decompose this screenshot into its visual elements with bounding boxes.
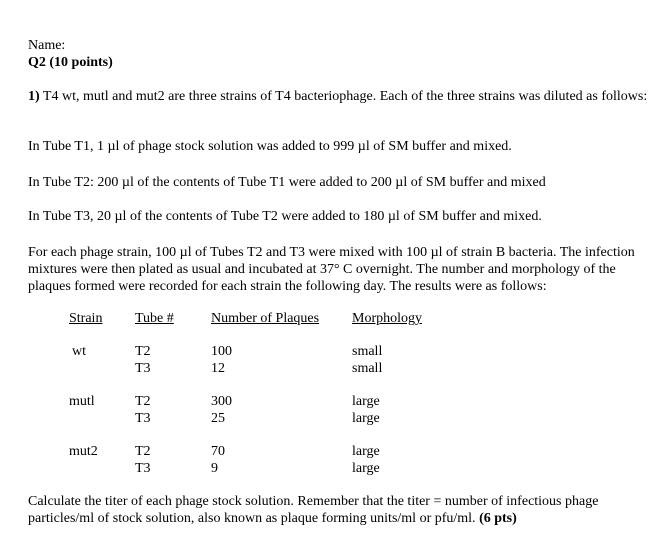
intro-text: T4 wt, mutl and mut2 are three strains of T4 bacteriophage. Each of the three strains was diluted as follows:	[39, 89, 648, 104]
table-cell: 25	[211, 411, 225, 426]
strain-mutl: mutl	[69, 394, 95, 409]
table-cell: 100	[211, 344, 232, 359]
step-tube-t3: In Tube T3, 20 µl of the contents of Tube T2 were added to 180 µl of SM buffer and mixed.	[28, 209, 542, 224]
table-cell: small	[352, 361, 383, 376]
table-cell: large	[352, 394, 380, 409]
infection-paragraph: For each phage strain, 100 µl of Tubes T2 and T3 were mixed with 100 µl of strain B bacteria. The infection mixtures were then plated as usual and incubated at 37° C overnight. The number and morphology of the plaques formed were recorded for each strain the following day. The results were as follows:	[28, 245, 635, 294]
table-cell: large	[352, 411, 380, 426]
step-tube-t1: In Tube T1, 1 µl of phage stock solution was added to 999 µl of SM buffer and mixed.	[28, 139, 512, 154]
table-cell: T2	[135, 344, 151, 359]
question-paragraph	[28, 493, 658, 527]
header-plaques: Number of Plaques	[211, 311, 320, 326]
question-text: Calculate the titer of each phage stock solution. Remember that the titer = number of infectious phage particles/ml of stock solution, also known as plaque forming units/ml or pfu/ml.	[28, 494, 599, 526]
intro-paragraph	[28, 88, 658, 105]
table-cell: T2	[135, 394, 151, 409]
table-cell: T3	[135, 361, 151, 376]
header-morphology: Morphology	[352, 311, 422, 326]
table-cell: small	[352, 344, 383, 359]
table-cell: 12	[211, 361, 225, 376]
name-label: Name:	[28, 38, 66, 53]
points-label: (6 pts)	[479, 511, 517, 526]
table-cell: 70	[211, 444, 225, 459]
question-title-text: Q2 (10 points)	[28, 55, 113, 70]
table-cell: large	[352, 461, 380, 476]
table-cell: large	[352, 444, 380, 459]
strain-mut2: mut2	[69, 444, 98, 459]
table-cell: T3	[135, 411, 151, 426]
step-tube-t2: In Tube T2: 200 µl of the contents of Tube T1 were added to 200 µl of SM buffer and mixed	[28, 175, 546, 190]
header-tube: Tube #	[135, 311, 174, 326]
table-cell: T3	[135, 461, 151, 476]
question-title	[28, 54, 113, 71]
table-cell: 300	[211, 394, 232, 409]
table-cell: 9	[211, 461, 218, 476]
strain-wt: wt	[72, 344, 86, 359]
question-number: 1)	[28, 89, 40, 104]
table-cell: T2	[135, 444, 151, 459]
header-strain: Strain	[69, 311, 103, 326]
